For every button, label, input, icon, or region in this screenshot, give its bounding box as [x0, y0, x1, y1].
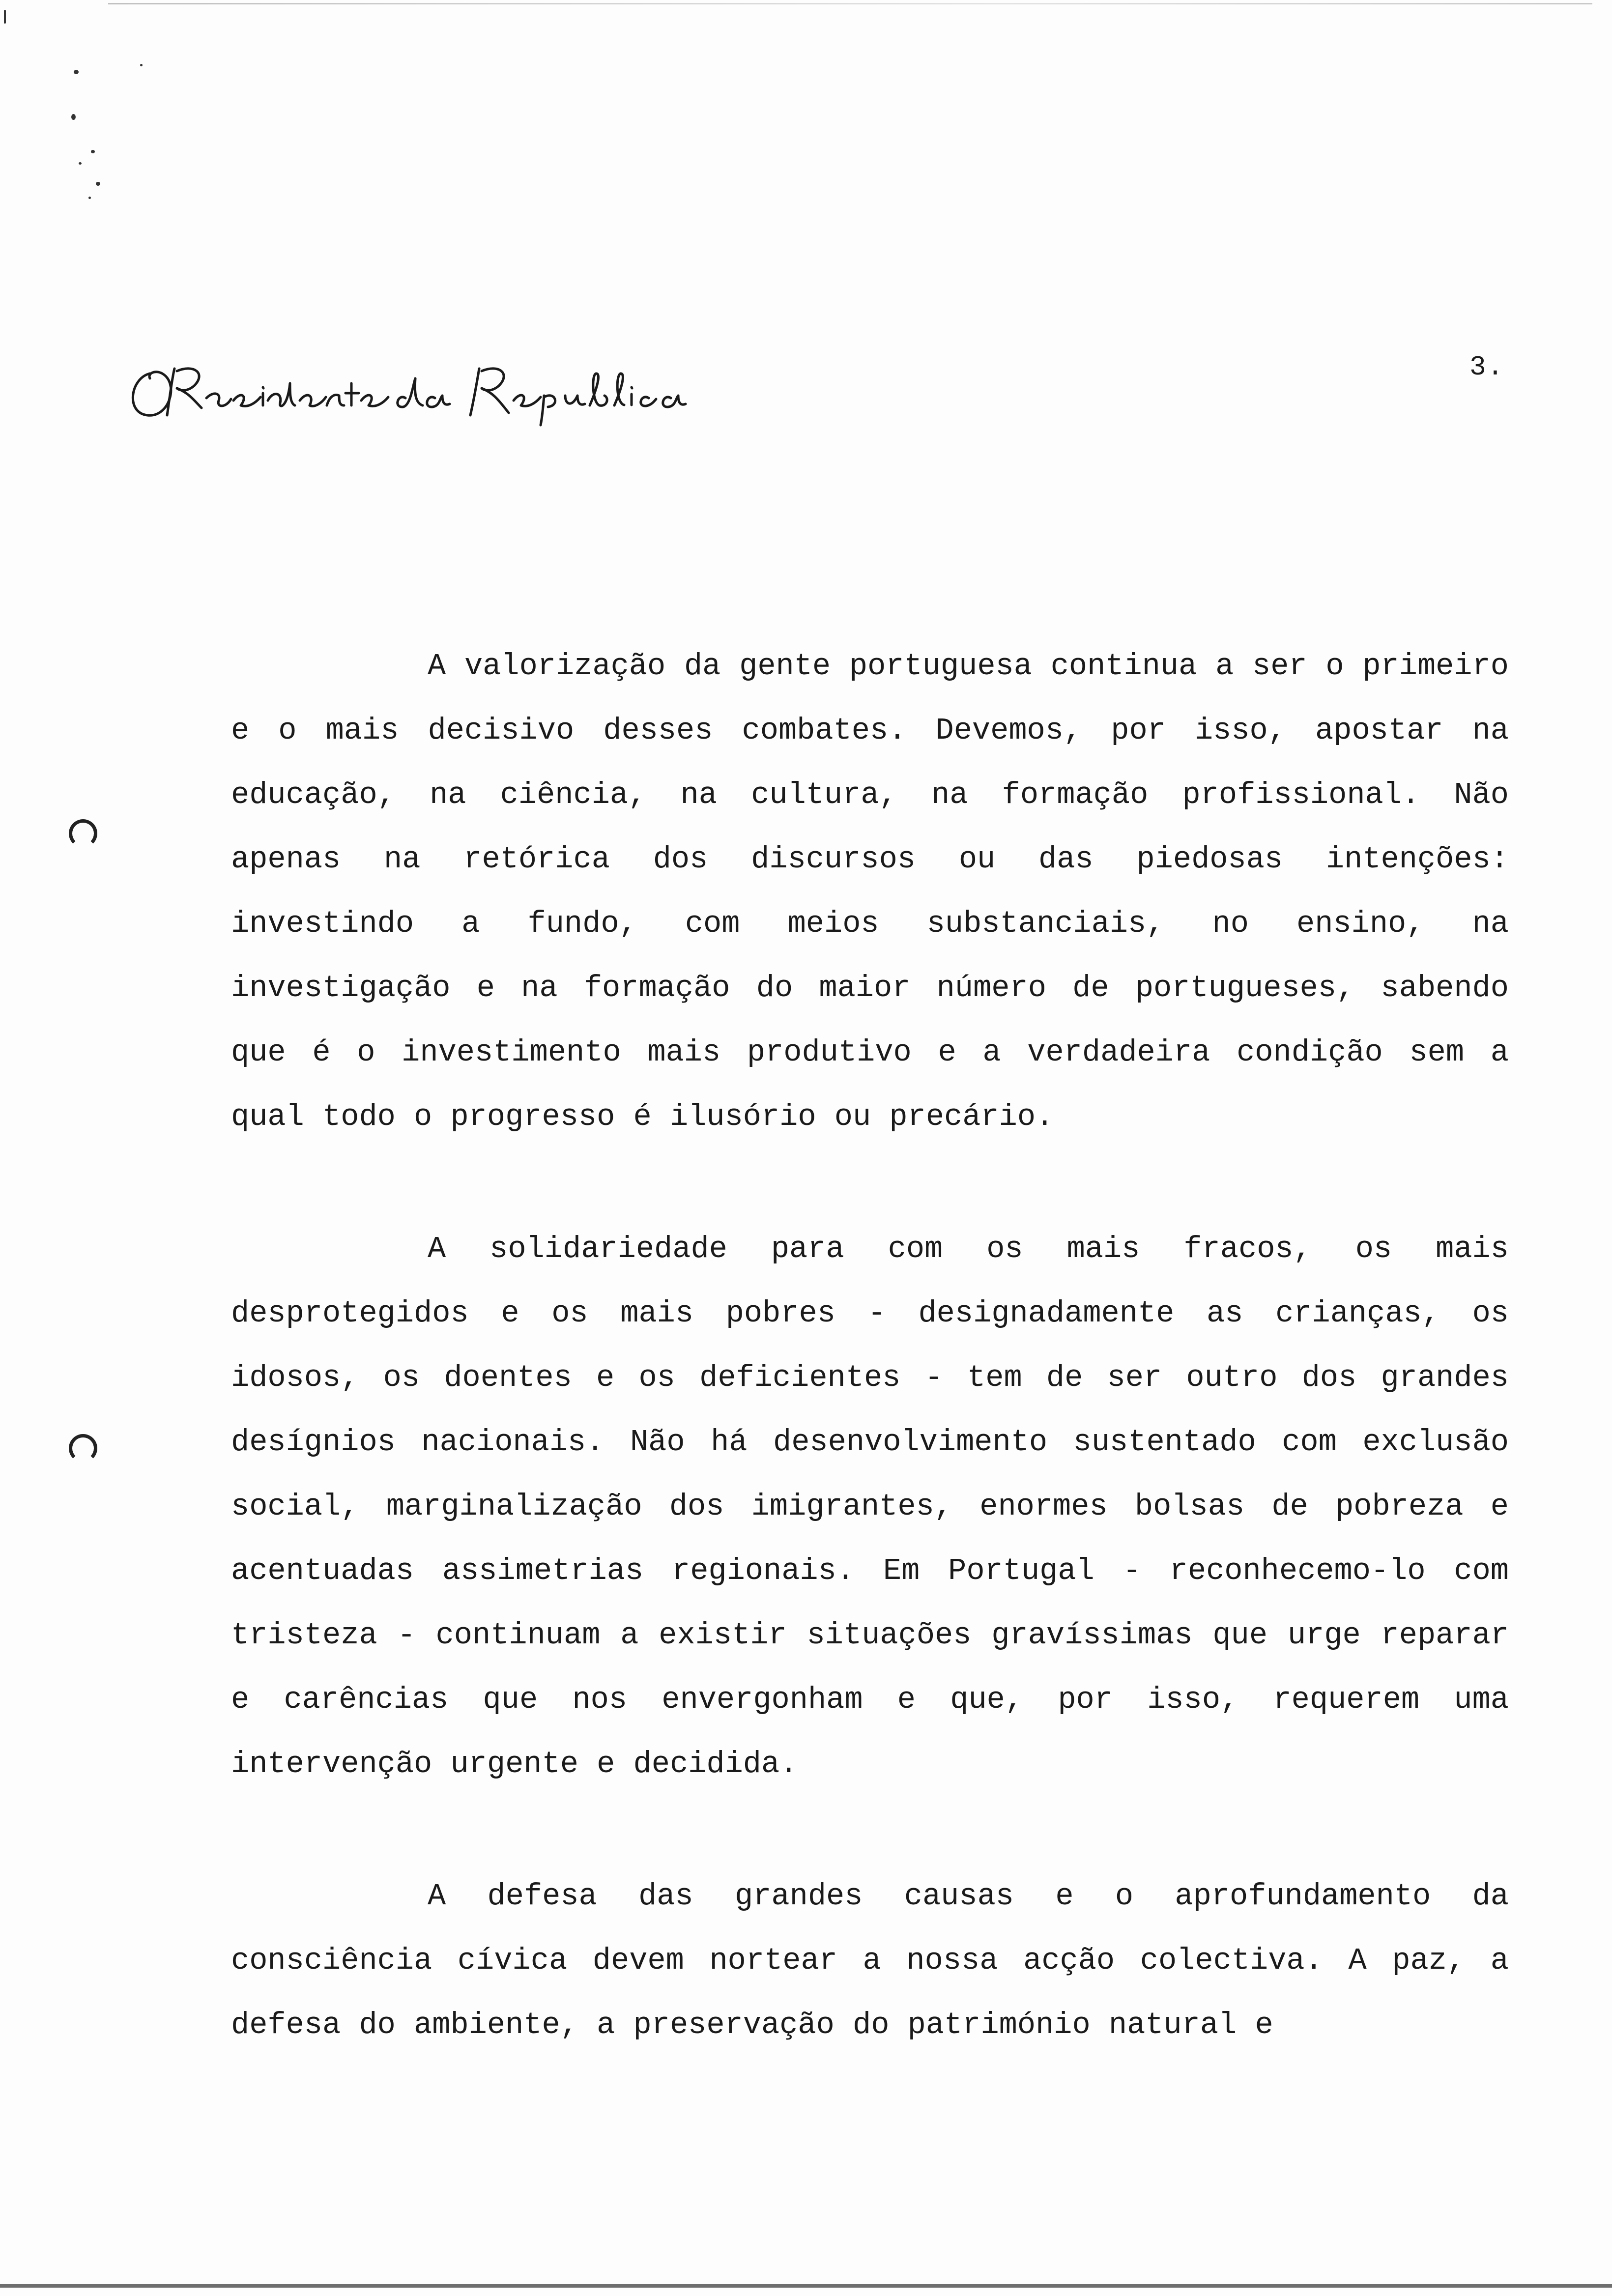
paragraph-2	[231, 1217, 1509, 1796]
scan-edge-top	[108, 3, 1592, 4]
letterhead-signature	[120, 344, 710, 428]
punch-hole-upper	[69, 819, 97, 848]
body-text	[231, 634, 1509, 2125]
page-number: 3.	[1469, 351, 1505, 383]
paragraph-text: A defesa das grandes causas e o aprofundamento da consciência cívica devem nortear a nossa acção colectiva. A paz, a defesa do ambiente, a preservação do património natural e	[231, 1879, 1509, 2042]
paragraph-text: A solidariedade para com os mais fracos, os mais desprotegidos e os mais pobres - designadamente as crianças, os idosos, os doentes e os deficientes - tem de ser outro dos grandes desígnios nacionais. Não há desenvolvimento sustentado com exclusão social, marginalização dos imigrantes, enormes bolsas de pobreza e acentuadas assimetrias regionais. Em Portugal - reconhecemo-lo com tristeza - continuam a existir situações gravíssimas que urge reparar e carências que nos envergonham e que, por isso, requerem uma intervenção urgente e decidida.	[231, 1232, 1509, 1781]
paragraph-3	[231, 1864, 1509, 2057]
paragraph-text: A valorização da gente portuguesa continua a ser o primeiro e o mais decisivo desses combates. Devemos, por isso, apostar na educação, na ciência, na cultura, na formação profissional. Não apenas na retórica dos discursos ou das piedosas intenções: investindo a fundo, com meios substanciais, no ensino, na investigação e na formação do maior número de portugueses, sabendo que é o investimento mais produtivo e a verdadeira condição sem a qual todo o progresso é ilusório ou precário.	[231, 649, 1509, 1134]
punch-hole-lower	[69, 1434, 97, 1463]
paragraph-1	[231, 634, 1509, 1149]
scan-edge-bottom	[0, 2284, 1612, 2288]
